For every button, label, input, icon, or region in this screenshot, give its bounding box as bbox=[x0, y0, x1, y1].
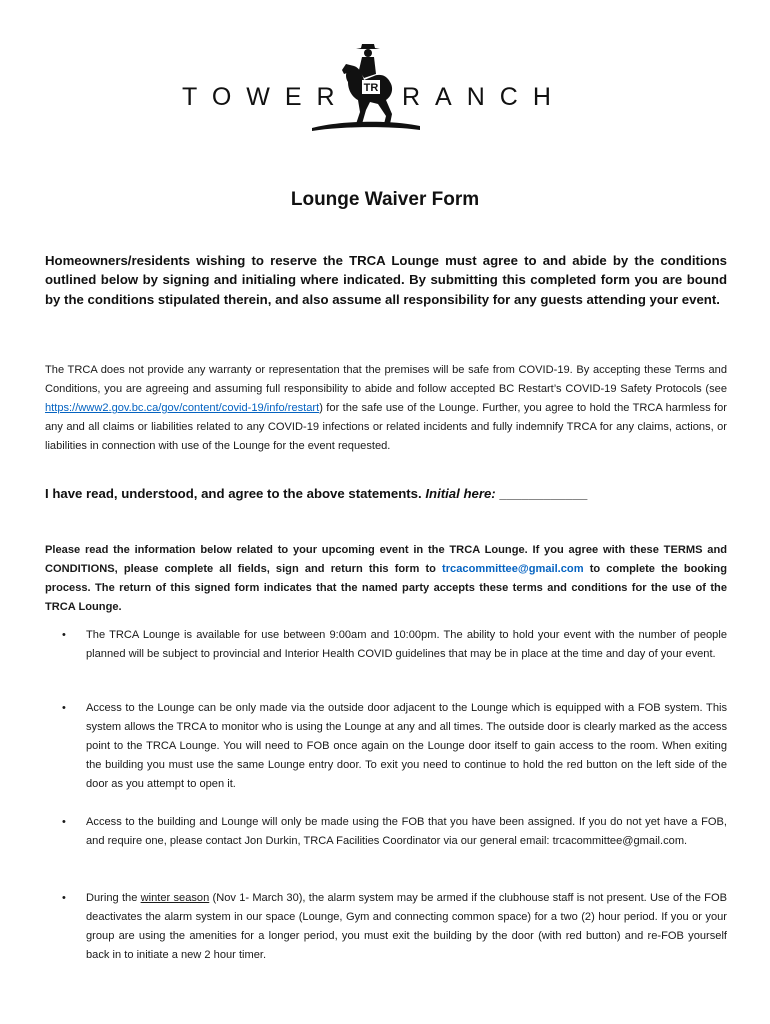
covid-disclaimer-paragraph bbox=[45, 361, 727, 456]
list-item bbox=[45, 813, 727, 889]
bullet-icon: • bbox=[62, 629, 66, 641]
logo-word-tower: TOWER bbox=[182, 83, 350, 111]
tower-ranch-logo bbox=[0, 40, 770, 135]
agreement-statement bbox=[45, 484, 745, 504]
bullet-icon: • bbox=[62, 816, 66, 828]
intro-paragraph: Homeowners/residents wishing to reserve the TRCA Lounge must agree to and abide by the conditions outlined below by signing and initialing where indicated. By submitting this completed form you are bound by the conditions stipulated therein, and also assume all responsibility for any guests attending your event. bbox=[45, 253, 727, 307]
list-item bbox=[45, 699, 727, 813]
initial-label: Initial here: bbox=[425, 486, 496, 501]
agreement-text: I have read, understood, and agree to the above statements. bbox=[45, 486, 426, 501]
page-title: Lounge Waiver Form bbox=[290, 189, 480, 210]
conditions-list bbox=[45, 626, 727, 965]
committee-email-link[interactable]: trcacommittee@gmail.com bbox=[442, 563, 584, 575]
logo-word-ranch: RANCH bbox=[402, 83, 566, 111]
logo-monogram: TR bbox=[363, 82, 379, 94]
bullet-icon: • bbox=[62, 702, 66, 714]
winter-season-term: winter season bbox=[140, 892, 210, 904]
condition-access-text: Access to the Lounge can be only made via the outside door adjacent to the Lounge which is equipped with a FOB system. This system allows the TRCA to monitor who is using the Lounge at any and all times. The outside door is clearly marked as the access point to the TRCA Lounge. You will need to FOB once again on the Lounge door itself to gain access to the room. When exiting the building you must use the same Lounge entry door. To exit you need to continue to hold the red button on the left side of the door as you attempt to open it. bbox=[86, 702, 727, 790]
terms-text-before-email: Please read the information below related to your upcoming event in the TRCA Lounge. If you agree with these TERMS and CONDITIONS, please complete all fields, sign and return this form to bbox=[45, 544, 727, 575]
bullet-icon: • bbox=[62, 892, 66, 904]
winter-text-before: During the bbox=[86, 892, 141, 904]
initial-field[interactable]: ____________ bbox=[495, 486, 588, 501]
terms-intro-paragraph bbox=[45, 541, 727, 617]
condition-winter-text bbox=[86, 892, 727, 961]
condition-hours-text: The TRCA Lounge is available for use between 9:00am and 10:00pm. The ability to hold your event with the number of people planned will be subject to provincial and Interior Health COVID guidelines that may be in place at the time and day of your event. bbox=[86, 629, 727, 660]
winter-text-after: (Nov 1- March 30), the alarm system may be armed if the clubhouse staff is not present. Use of the FOB deactivates the alarm system in our space (Lounge, Gym and connecting common space) for a two (2) hour period. If you or your group are using the amenities for a longer period, you must exit the building by the door (with red button) and re-FOB yourself back in to initiate a new 2 hour timer. bbox=[86, 892, 727, 961]
condition-fob-text: Access to the building and Lounge will only be made using the FOB that you have been assigned. If you do not yet have a FOB, and require one, please contact Jon Durkin, TRCA Facilities Coordinator via our general email: trcacommittee@gmail.com. bbox=[86, 816, 727, 847]
covid-text-after-link: ) for the safe use of the Lounge. Further, you agree to hold the TRCA harmless for any and all claims or liabilities related to any COVID-19 infections or related incidents and fully indemnify TRCA for any claims, actions, or liabilities in connection with use of the Lounge for the event requested. bbox=[45, 402, 727, 452]
bc-restart-link[interactable]: https://www2.gov.bc.ca/gov/content/covid-19/info/restart bbox=[45, 402, 320, 414]
terms-text-after-email: to complete the booking process. The return of this signed form indicates that the named party accepts these terms and conditions for the use of the TRCA Lounge. bbox=[45, 563, 727, 613]
covid-text-before-link: The TRCA does not provide any warranty or representation that the premises will be safe from COVID-19. By accepting these Terms and Conditions, you are agreeing and assuming full responsibility to abide and follow accepted BC Restart’s COVID-19 Safety Protocols (see bbox=[45, 364, 727, 395]
list-item bbox=[45, 626, 727, 699]
list-item bbox=[45, 889, 727, 965]
